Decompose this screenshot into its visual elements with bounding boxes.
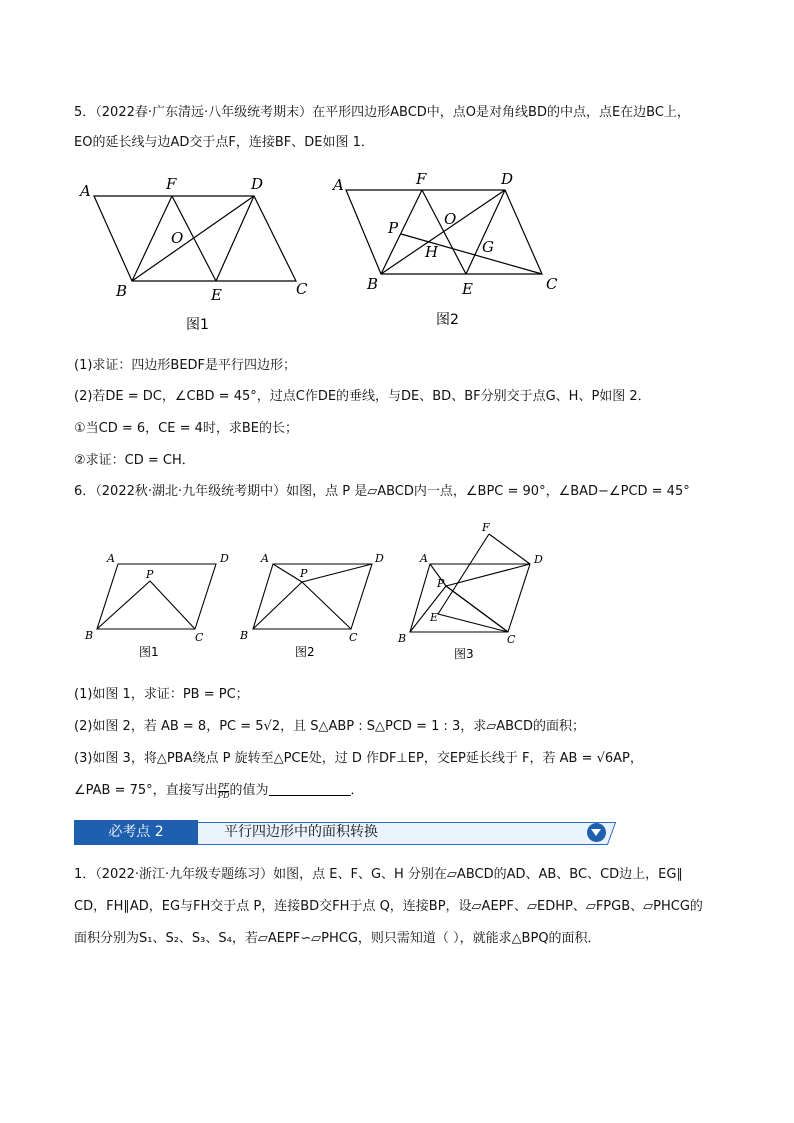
q6-figure-2-svg	[236, 548, 386, 663]
q6-part-3b-end: ．	[350, 783, 364, 798]
label-p: P	[437, 577, 445, 590]
label-p: P	[388, 219, 399, 237]
fraction-denominator: PD	[217, 791, 230, 800]
label-e: E	[462, 280, 473, 298]
label-o: O	[444, 210, 457, 228]
label-d: D	[375, 552, 384, 565]
q6-part-3a: (3)如图 3，将△PBA绕点 P 旋转至△PCE处，过 D 作DF⊥EP，交EP延长线于 F，若 AB = √6AP，	[74, 751, 643, 766]
caption-fig3: 图3	[454, 647, 474, 661]
q6-part-3b-pre: ∠PAB = 75°，直接写出	[74, 783, 218, 798]
caption-fig1: 图1	[139, 645, 159, 659]
segment-ap	[273, 564, 302, 582]
label-c: C	[296, 280, 308, 298]
label-p: P	[300, 567, 308, 580]
q5-figure-2-svg	[330, 168, 570, 333]
label-f: F	[482, 521, 490, 534]
label-c: C	[195, 631, 204, 644]
q1-line-2: CD，FH∥AD，EG与FH交于点 P，连接BD交FH于点 Q，连接BP，设▱AEPF、▱EDHP、▱FPGB、▱PHCG的	[74, 899, 703, 914]
section-banner	[74, 819, 614, 847]
q5-figure-2	[330, 168, 570, 333]
diagonal-bd	[132, 196, 254, 281]
label-b: B	[240, 629, 249, 642]
q1-line-1: 1．（2022·浙江·九年级专题练习）如图，点 E、F、G、H 分别在▱ABCD的AD、AB、BC、CD边上，EG∥	[74, 867, 683, 882]
q5-part-2a: ①当CD = 6，CE = 4时，求BE的长；	[74, 421, 299, 436]
q6-part-1: (1)如图 1，求证：PB = PC；	[74, 687, 249, 702]
label-d: D	[251, 175, 264, 193]
parallelogram-abcd	[253, 564, 372, 629]
segments-bp-pc	[97, 581, 195, 629]
q6-figure-2	[236, 548, 386, 663]
label-o: O	[171, 229, 184, 247]
q5-part-1: (1)求证：四边形BEDF是平行四边形；	[74, 358, 297, 373]
q6-part-2: (2)如图 2，若 AB = 8，PC = 5√2，且 S△ABP : S△PCD = 1 : 3，求▱ABCD的面积；	[74, 719, 585, 734]
q1-line-3: 面积分别为S₁、S₂、S₃、S₄，若▱AEPF∽▱PHCG，则只需知道（ ），就能求△BPQ的面积．	[74, 931, 601, 946]
label-d: D	[534, 553, 543, 566]
banner-tag: 必考点 2	[74, 820, 198, 845]
q5-part-2: (2)若DE = DC，∠CBD = 45°，过点C作DE的垂线，与DE、BD、BF分别交于点G、H、P如图 2．	[74, 389, 651, 404]
label-b: B	[85, 629, 94, 642]
caption-fig2: 图2	[436, 312, 459, 328]
fraction-numerator: PF	[218, 782, 230, 791]
fraction-pf-pd	[218, 783, 230, 800]
segment-fd	[489, 534, 530, 564]
q5-figure-1-svg	[74, 170, 324, 335]
label-f: F	[416, 170, 427, 188]
q6-figure-1-svg	[80, 548, 230, 663]
q6-figure-3	[394, 522, 554, 667]
label-c: C	[507, 633, 516, 646]
parallelogram-abcd	[94, 196, 296, 281]
q6-line-1: 6．（2022秋·湖北·九年级统考期中）如图，点 P 是▱ABCD内一点，∠BPC = 90°，∠BAD−∠PCD = 45°	[74, 484, 690, 499]
banner-title: 平行四边形中的面积转换	[224, 824, 378, 840]
label-b: B	[367, 275, 379, 293]
q5-figure-1	[74, 170, 324, 335]
label-f: F	[166, 175, 177, 193]
q5-part-2b: ②求证：CD = CH．	[74, 453, 195, 468]
q6-figure-3-svg	[394, 522, 554, 667]
label-g: G	[482, 238, 494, 256]
label-a: A	[80, 182, 91, 200]
label-c: C	[349, 631, 358, 644]
segments-bp-pc	[410, 586, 508, 632]
label-e: E	[430, 611, 439, 624]
segment-pc-2	[446, 586, 508, 632]
caption-fig1: 图1	[186, 317, 209, 333]
caption-fig2: 图2	[295, 645, 315, 659]
label-p: P	[146, 568, 154, 581]
label-a: A	[107, 552, 115, 565]
q6-figure-1	[80, 548, 230, 663]
segment-cp	[401, 234, 542, 274]
label-b: B	[116, 282, 128, 300]
label-a: A	[333, 176, 344, 194]
label-d: D	[220, 552, 229, 565]
label-b: B	[398, 632, 407, 645]
label-a: A	[261, 552, 269, 565]
label-h: H	[425, 243, 439, 261]
q5-line-1: 5．（2022春·广东清远·八年级统考期末）在平形四边形ABCD中，点O是对角线BD的中点，点E在边BC上，	[74, 105, 690, 120]
segments-bp-pc	[253, 582, 351, 629]
segment-bf	[132, 196, 172, 281]
segment-fe	[422, 190, 466, 274]
chevron-down-icon[interactable]	[587, 823, 606, 842]
segment-ec	[438, 614, 508, 632]
q6-part-3b-post: 的值为	[229, 783, 269, 798]
diagonal-bd	[381, 190, 505, 274]
parallelogram-abcd	[97, 564, 216, 629]
label-e: E	[211, 286, 222, 304]
label-d: D	[501, 170, 514, 188]
label-a: A	[420, 552, 428, 565]
label-c: C	[546, 275, 558, 293]
segment-ef	[438, 534, 489, 614]
q6-part-3b	[74, 782, 364, 800]
segment-pd	[302, 564, 372, 582]
answer-blank[interactable]	[269, 782, 351, 796]
q5-line-2: EO的延长线与边AD交于点F，连接BF、DE如图 1．	[74, 135, 374, 150]
